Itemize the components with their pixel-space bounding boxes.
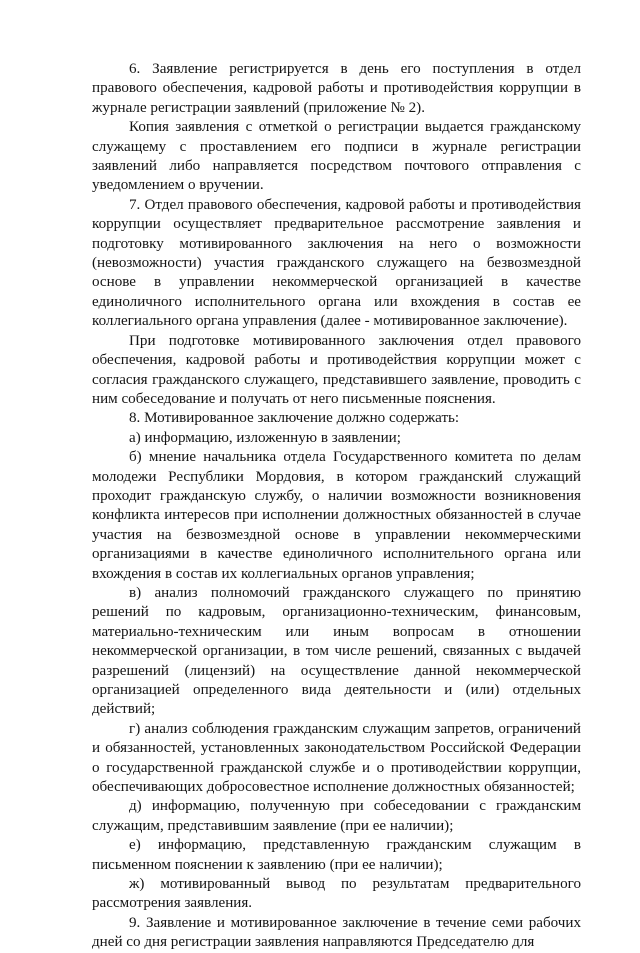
list-item-zh: ж) мотивированный вывод по результатам предварительного рассмотрения заявления. xyxy=(92,876,581,912)
paragraph-9: 9. Заявление и мотивированное заключение в течение семи рабочих дней со дня регистрации заявления направляются Председателю для xyxy=(92,914,581,951)
paragraph-interview: При подготовке мотивированного заключения отдел правового обеспечения, кадровой работы и противодействия коррупции может с согласия гражданского служащего, представившего заявление, проводить с ним собеседование и получать от него письменные пояснения. xyxy=(92,332,581,407)
list-item-d: д) информацию, полученную при собеседовании с гражданским служащим, представившим заявление (при ее наличии); xyxy=(92,798,581,834)
paragraph-8: 8. Мотивированное заключение должно содержать: xyxy=(129,410,460,427)
list-item-b: б) мнение начальника отдела Государственного комитета по делам молодежи Республики Мордовия, в котором гражданский служащий проходит гражданскую службу, о наличии возможности возникновения конфликта интересов при исполнении должностных обязанностей в случае участия на безвозмездной основе в управлении некоммерческими организациями в качестве единоличного исполнительного органа или вхождения в состав их коллегиальных органов управления; xyxy=(92,449,581,582)
paragraph-7: 7. Отдел правового обеспечения, кадровой работы и противодействия коррупции осуществляет предварительное рассмотрение заявления и подготовку мотивированного заключения на него о возможности (невозможности) участия гражданского служащего на безвозмездной основе в управлении некоммерческой организацией в качестве единоличного исполнительного органа или вхождения в состав ее коллегиального органа управления (далее - мотивированное заключение). xyxy=(92,196,581,330)
list-item-e: е) информацию, представленную гражданским служащим в письменном пояснении к заявлению (при ее наличии); xyxy=(92,837,581,873)
list-item-a: а) информацию, изложенную в заявлении; xyxy=(129,429,401,446)
paragraph-6: 6. Заявление регистрируется в день его поступления в отдел правового обеспечения, кадровой работы и противодействия коррупции в журнале регистрации заявлений (приложение № 2). xyxy=(92,61,581,116)
document-page xyxy=(92,60,581,953)
list-item-v: в) анализ полномочий гражданского служащего по принятию решений по кадровым, организационно-техническим, финансовым, материально-техническим или иным вопросам в отношении некоммерческой организации, в том числе решений, связанных с выдачей разрешений (лицензий) на осуществление данной некоммерческой организацией определенного вида деятельности и (или) отдельных действий; xyxy=(92,584,581,718)
list-item-g: г) анализ соблюдения гражданским служащим запретов, ограничений и обязанностей, установленных законодательством Российской Федерации о государственной гражданской службе и о противодействии коррупции, обеспечивающих добросовестное исполнение должностных обязанностей; xyxy=(92,720,581,796)
paragraph-copy: Копия заявления с отметкой о регистрации выдается гражданскому служащему с проставлением его подписи в журнале регистрации заявлений либо направляется посредством почтового отправления с уведомлением о вручении. xyxy=(92,119,581,194)
